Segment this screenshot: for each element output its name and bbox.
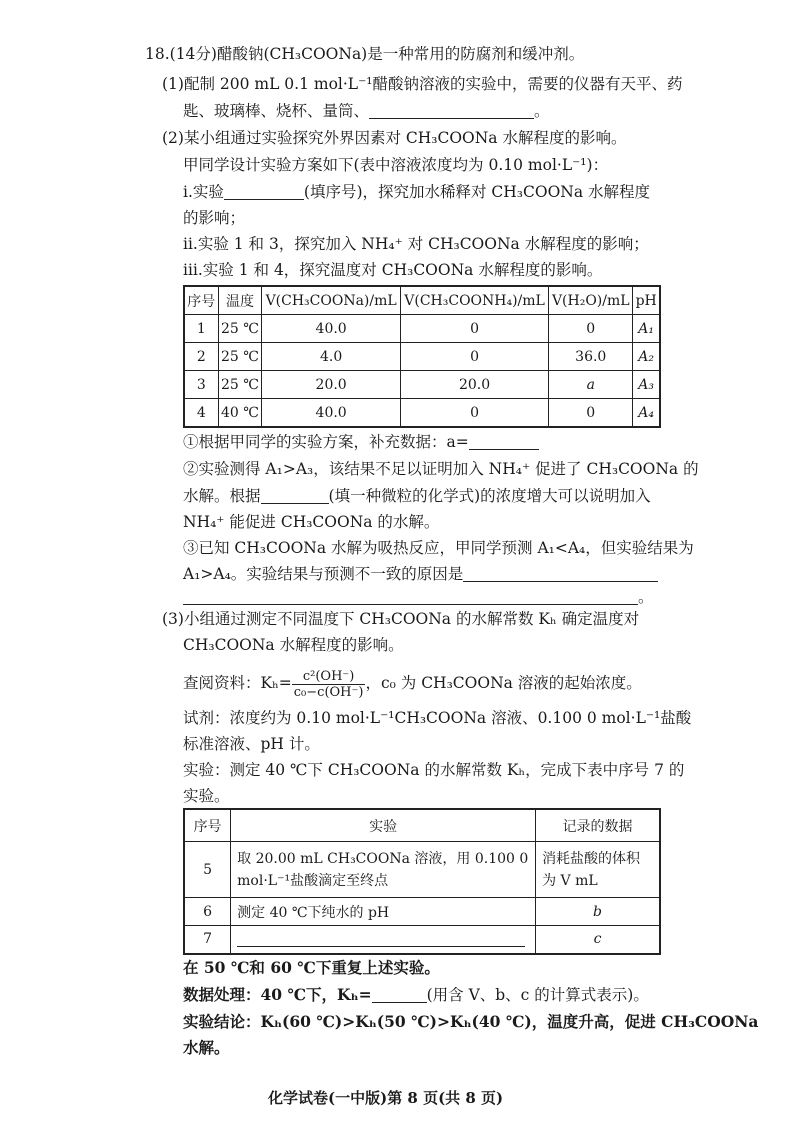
- table1-header-cell: V(CH₃COONa)/mL: [262, 286, 401, 315]
- table-row: [184, 315, 660, 343]
- table2-header-cell: 序号: [184, 809, 231, 842]
- data-processing-suffix: (用含 V、b、c 的计算式表示)。: [426, 986, 649, 1004]
- table1-cell: a: [549, 371, 633, 399]
- table1-cell: 4.0: [262, 343, 401, 371]
- period: 。: [638, 588, 654, 606]
- table-row: [184, 926, 660, 954]
- reference-label: 查阅资料：Kₕ=: [183, 674, 292, 692]
- reference-formula: [183, 666, 642, 700]
- table1-cell: 25 ℃: [218, 343, 262, 371]
- table-row: [184, 371, 660, 399]
- table2-header-row: [184, 809, 660, 842]
- kh-fraction: [292, 669, 366, 700]
- table2-cell: 7: [184, 926, 231, 954]
- experiment-line2: 实验。: [183, 787, 230, 805]
- table2-header-cell: 记录的数据: [536, 809, 660, 842]
- period: 。: [534, 102, 550, 120]
- table1-cell: 25 ℃: [218, 371, 262, 399]
- repeat-line: 在 50 ℃和 60 ℃下重复上述实验。: [183, 958, 440, 977]
- table1-header-cell: 序号: [184, 286, 218, 315]
- answer-blank-instruments[interactable]: [369, 102, 534, 119]
- part3-line1: (3)小组通过测定不同温度下 CH₃COONa 的水解常数 Kₕ 确定温度对: [162, 610, 640, 628]
- table1-cell: 0: [400, 343, 548, 371]
- part2-ii-line: ⅱ.实验 1 和 3，探究加入 NH₄⁺ 对 CH₃COONa 水解程度的影响；: [183, 235, 649, 253]
- conclusion-line1: 实验结论：Kₕ(60 ℃)>Kₕ(50 ℃)>Kₕ(40 ℃)，温度升高，促进 CH₃COONa: [183, 1012, 759, 1031]
- reference-suffix: ，c₀ 为 CH₃COONa 溶液的起始浓度。: [365, 674, 642, 692]
- table1-cell: 0: [400, 399, 548, 428]
- table1-cell: 0: [549, 315, 633, 343]
- sub-question-1: [183, 432, 539, 452]
- table1-cell: 36.0: [549, 343, 633, 371]
- experiment-line1: 实验：测定 40 ℃下 CH₃COONa 的水解常数 Kₕ，完成下表中序号 7 的: [183, 761, 685, 779]
- table2-cell: 取 20.00 mL CH₃COONa 溶液，用 0.100 0 mol·L⁻¹盐酸滴定至终点: [231, 842, 536, 898]
- sub-question-3-line2: [183, 564, 658, 584]
- table1-cell: 3: [184, 371, 218, 399]
- part3-line2: CH₃COONa 水解程度的影响。: [183, 636, 404, 654]
- answer-blank-a[interactable]: [469, 433, 539, 450]
- part2-i-line2: 的影响；: [183, 209, 246, 227]
- table-row: [184, 343, 660, 371]
- part2-line2: 甲同学设计实验方案如下(表中溶液浓度均为 0.10 mol·L⁻¹)：: [183, 156, 609, 174]
- table-row: [184, 842, 660, 898]
- table1-header-cell: 温度: [218, 286, 262, 315]
- table1-cell: 40.0: [262, 315, 401, 343]
- table2-cell: 6: [184, 898, 231, 926]
- sub-question-2-line1: ②实验测得 A₁>A₃，该结果不足以证明加入 NH₄⁺ 促进了 CH₃COONa 的: [183, 460, 699, 478]
- table2-cell: [231, 926, 536, 954]
- table1-cell: A₂: [633, 343, 660, 371]
- part2-iii-line: ⅲ.实验 1 和 4，探究温度对 CH₃COONa 水解程度的影响。: [183, 261, 603, 279]
- data-processing-label: 数据处理：40 ℃下，Kₕ=: [183, 985, 372, 1004]
- part2-i-prefix: ⅰ.实验: [183, 183, 224, 201]
- reagents-line1: 试剂：浓度约为 0.10 mol·L⁻¹CH₃COONa 溶液、0.100 0 mol·L⁻¹盐酸: [183, 709, 692, 727]
- sub-question-3-text: A₁>A₄。实验结果与预测不一致的原因是: [183, 565, 464, 583]
- table1-cell: 40 ℃: [218, 399, 262, 428]
- table1-cell: 4: [184, 399, 218, 428]
- table1-cell: A₁: [633, 315, 660, 343]
- answer-blank-reason-2[interactable]: [183, 588, 638, 605]
- answer-blank-kh[interactable]: [372, 986, 427, 1003]
- kh-denominator: c₀−c(OH⁻): [293, 684, 364, 700]
- sub-question-2-line2: [183, 486, 651, 506]
- reagents-line2: 标准溶液、pH 计。: [183, 735, 320, 753]
- table2-cell: 测定 40 ℃下纯水的 pH: [231, 898, 536, 926]
- sub-question-2-suffix: (填一种微粒的化学式)的浓度增大可以说明加入: [328, 487, 651, 505]
- table2-header-cell: 实验: [231, 809, 536, 842]
- answer-blank-experiment-number[interactable]: [224, 183, 304, 200]
- table1-header-cell: pH: [633, 286, 660, 315]
- table1-cell: 40.0: [262, 399, 401, 428]
- experiment-table-2: [183, 808, 661, 955]
- data-processing-line: [183, 985, 649, 1005]
- table1-cell: A₃: [633, 371, 660, 399]
- table2-cell: b: [536, 898, 660, 926]
- part2-i-line: [183, 182, 650, 202]
- page-footer: 化学试卷(一中版)第 8 页(共 8 页): [268, 1089, 504, 1107]
- sub-question-3-line3: [183, 587, 654, 607]
- answer-blank-experiment-7[interactable]: [237, 930, 525, 947]
- sub-question-2-line3: NH₄⁺ 能促进 CH₃COONa 的水解。: [183, 513, 440, 531]
- table1-cell: 0: [549, 399, 633, 428]
- table1-header-cell: V(H₂O)/mL: [549, 286, 633, 315]
- answer-blank-particle[interactable]: [261, 487, 329, 504]
- table1-cell: A₄: [633, 399, 660, 428]
- conclusion-line2: 水解。: [183, 1038, 230, 1057]
- experiment-table-1: [183, 285, 661, 428]
- table1-cell: 2: [184, 343, 218, 371]
- table-row: [184, 898, 660, 926]
- sub-question-1-text: ①根据甲同学的实验方案，补充数据：a=: [183, 433, 469, 451]
- table1-cell: 20.0: [262, 371, 401, 399]
- question-18-intro: 18.(14分)醋酸钠(CH₃COONa)是一种常用的防腐剂和缓冲剂。: [145, 45, 585, 63]
- table1-cell: 20.0: [400, 371, 548, 399]
- sub-question-2-prefix: 水解。根据: [183, 487, 261, 505]
- part1-line1: (1)配制 200 mL 0.1 mol·L⁻¹醋酸钠溶液的实验中，需要的仪器有天平、药: [162, 75, 683, 93]
- kh-numerator: c²(OH⁻): [292, 669, 366, 685]
- part1-line2-text: 匙、玻璃棒、烧杯、量筒、: [183, 102, 370, 120]
- table-row: [184, 399, 660, 428]
- part1-line2: [183, 101, 550, 121]
- sub-question-3-line1: ③已知 CH₃COONa 水解为吸热反应，甲同学预测 A₁<A₄，但实验结果为: [183, 539, 694, 557]
- answer-blank-reason-1[interactable]: [463, 565, 658, 582]
- table1-cell: 25 ℃: [218, 315, 262, 343]
- part2-i-suffix: (填序号)，探究加水稀释对 CH₃COONa 水解程度: [303, 183, 651, 201]
- table1-header-row: [184, 286, 660, 315]
- part2-line1: (2)某小组通过实验探究外界因素对 CH₃COONa 水解程度的影响。: [162, 129, 627, 147]
- table1-cell: 1: [184, 315, 218, 343]
- table2-cell: 5: [184, 842, 231, 898]
- table2-cell: 消耗盐酸的体积为 V mL: [536, 842, 660, 898]
- table2-cell: c: [536, 926, 660, 954]
- table1-cell: 0: [400, 315, 548, 343]
- table1-header-cell: V(CH₃COONH₄)/mL: [400, 286, 548, 315]
